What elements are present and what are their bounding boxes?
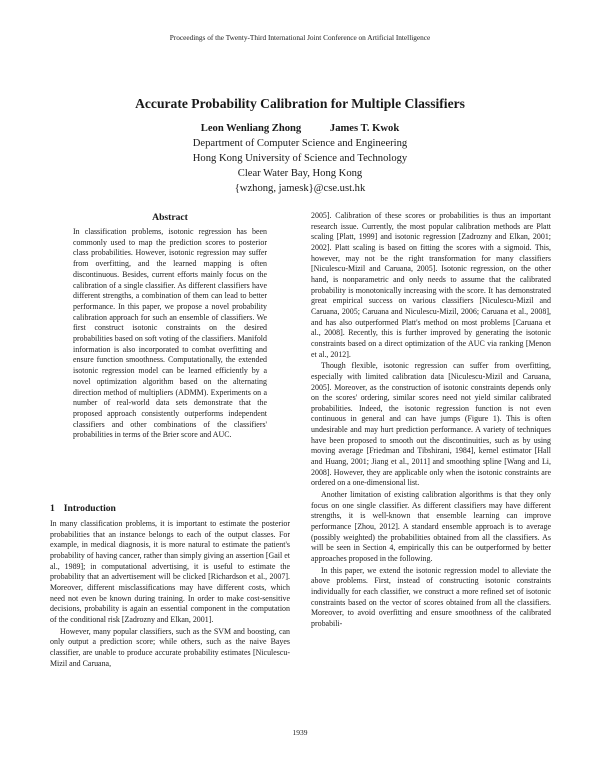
section-number: 1	[50, 503, 55, 514]
paragraph: In this paper, we extend the isotonic regression model to alleviate the above problems. First, instead of constructing isotonic constraints individually for each classifier, we construct a more refined set of isotonic constraints based on the vector of scores obtained from all the classifiers. Moreover, to avoid overfitting and ensure smoothness of the calibrated probabili-	[311, 565, 551, 628]
section-heading	[50, 503, 290, 514]
author-emails: {wzhong, jamesk}@cse.ust.hk	[234, 183, 366, 194]
affiliation-line: Clear Water Bay, Hong Kong	[237, 168, 363, 179]
affiliation	[0, 136, 600, 196]
paragraph: However, many popular classifiers, such as the SVM and boosting, can only output a prediction score; while others, such as the naive Bayes classifier, are unable to produce accurate probability estimates [Niculescu-Mizil and Caruana,	[50, 626, 290, 668]
affiliation-line: Hong Kong University of Science and Technology	[192, 153, 408, 164]
paragraph: 2005]. Calibration of these scores or probabilities is thus an important research issue. Currently, the most popular calibration methods are Platt scaling [Platt, 1999] and isotonic regression [Zadrozny and Elkan, 2001; 2002]. Platt scaling is based on fitting the scores with a sigmoid. This, however, may not be the right transformation for many classifiers [Niculescu-Mizil and Caruana, 2005]. Isotonic regression, on the other hand, is nonparametric and only needs to assume that the calibrated probability is monotonically increasing with the score. It has demonstrated great empirical success on various classifiers [Niculescu-Mizil and Caruana, 2005; Caruana and Niculescu-Mizil, 2006; Caruana et al., 2008], and has also outperformed Platt's method on most problems [Caruana et al., 2008]. Recently, this is further improved by generating the isotonic constraints based on a direct optimization of the AUC via ranking [Menon et al., 2012].	[311, 211, 551, 359]
proceedings-header: Proceedings of the Twenty-Third International Joint Conference on Artificial Intelligence	[169, 33, 431, 42]
author-name: Leon Wenliang Zhong	[200, 123, 302, 134]
page-number: 1939	[292, 728, 308, 737]
paper-title: Accurate Probability Calibration for Multiple Classifiers	[135, 96, 465, 111]
affiliation-line: Department of Computer Science and Engineering	[192, 138, 408, 149]
paragraph: In many classification problems, it is important to estimate the posterior probabilities that an instance belongs to each of the output classes. For example, in medical diagnosis, it is more natural to estimate the patient's probability of having cancer, rather than simply giving an assertion [Gail et al., 1989]; in computational advertising, it is useful to estimate the probability that an advertisement will be clicked [Richardson et al., 2007]. Moreover, different misclassifications may have different costs, which need not even be known during training. In order to make cost-sensitive decisions, probability is again an essential component in the computation of the conditional risk [Zadrozny and Elkan, 2001].	[50, 519, 290, 624]
section-title: Introduction	[63, 503, 116, 514]
abstract-heading: Abstract	[152, 212, 188, 223]
paragraph: Another limitation of existing calibration algorithms is that they only focus on one single classifier. As different classifiers may have different strengths, it is well-known that ensemble learning can improve performance [Zhou, 2012]. A standard ensemble approach is to average (possibly weighted) the probabilities obtained from all the classifiers. As will be seen in Section 4, empirically this can be outperformed by better approaches proposed in the following.	[311, 490, 551, 563]
right-column	[311, 211, 551, 630]
abstract-text: In classification problems, isotonic regression has been commonly used to map the prediction scores to posterior class probabilities. However, isotonic regression may suffer from overfitting, and the learned mapping is often discontinuous. Besides, current efforts mainly focus on the calibration of a single classifier. As different classifiers have different strengths, a combination of them can lead to better performance. In this paper, we propose a novel probability calibration approach for such an ensemble of classifiers. We first construct isotonic constraints on the desired probabilities based on soft voting of the classifiers. Manifold information is also incorporated to combat overfitting and ensure function smoothness. Computationally, the extended isotonic regression model can be learned efficiently by a novel optimization algorithm based on the alternating direction method of multipliers (ADMM). Experiments on a number of real-world data sets demonstrate that the proposed approach consistently outperforms independent classifiers and other combinations of the classifiers' probabilities in terms of the Brier score and AUC.	[73, 227, 267, 440]
author-name: James T. Kwok	[329, 123, 400, 134]
author-list	[0, 123, 600, 134]
paragraph: Though flexible, isotonic regression can suffer from overfitting, especially with limited calibration data [Niculescu-Mizil and Caruana, 2005]. Moreover, as the construction of isotonic constraints depends only on the scores' ordering, similar scores need not yield similar calibrated probabilities. Indeed, the isotonic regression function is not even continuous in general and can have jumps (Figure 1). This is often undesirable and may hurt prediction performance. A variety of techniques have been proposed to smooth out the discontinuities, such as by using moving average [Friedman and Tibshirani, 1984], kernel estimator [Hall and Huang, 2001; Jiang et al., 2011] and smoothing spline [Wang and Li, 2008]. However, they are applicable only when the isotonic constraints are ordered on a one-dimensional list.	[311, 361, 551, 488]
introduction-body	[50, 519, 290, 669]
